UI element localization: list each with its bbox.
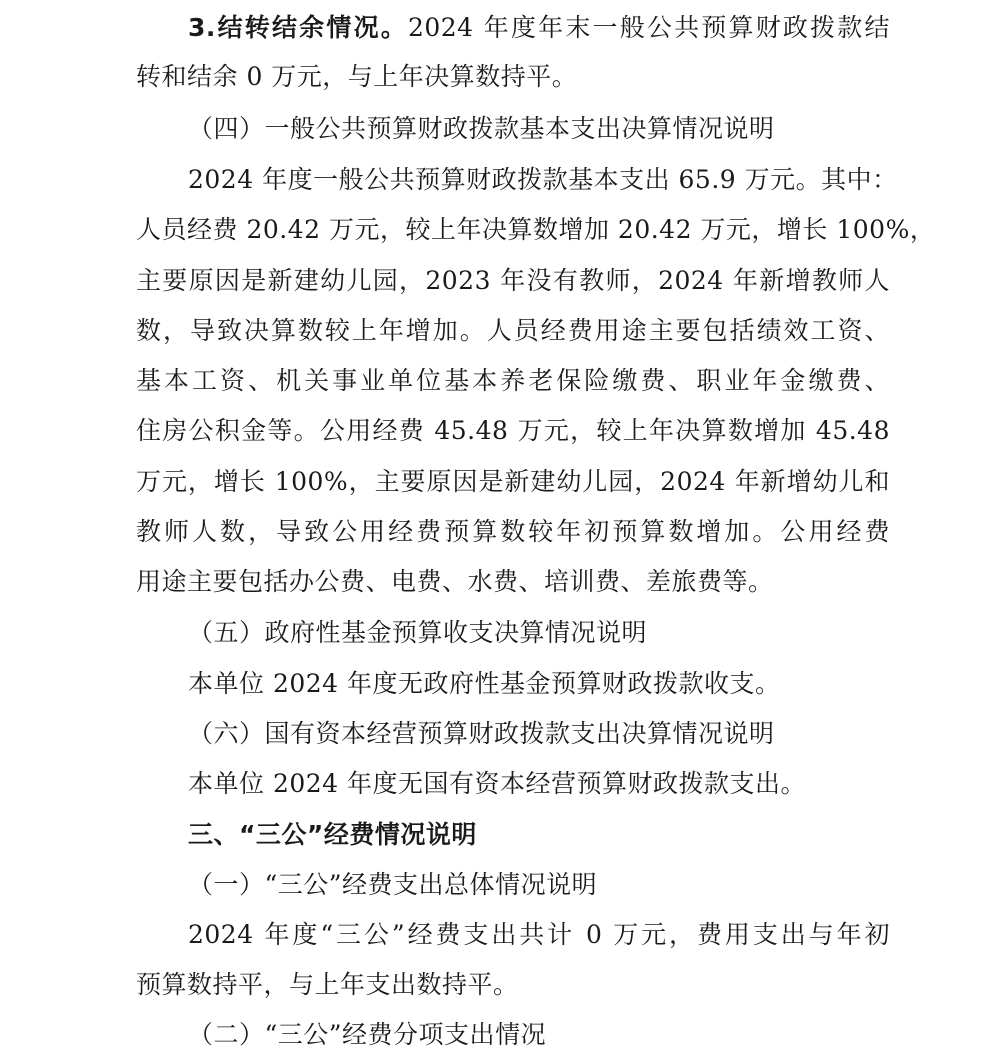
- paragraph-line: 用途主要包括办公费、电费、水费、培训费、差旅费等。: [136, 567, 774, 596]
- paragraph-line: 预算数持平，与上年支出数持平。: [136, 970, 519, 999]
- paragraph-line: 2024 年度“三公”经费支出共计 0 万元，费用支出与年初: [188, 920, 890, 949]
- paragraph-line: 住房公积金等。公用经费 45.48 万元，较上年决算数增加 45.48: [136, 416, 890, 445]
- paragraph-line: [188, 10, 890, 46]
- line-text: 2024 年度年末一般公共预算财政拨款结: [407, 13, 890, 42]
- paragraph-line: 本单位 2024 年度无国有资本经营预算财政拨款支出。: [188, 769, 807, 798]
- paragraph-line: 教师人数，导致公用经费预算数较年初预算数增加。公用经费: [136, 517, 890, 546]
- paragraph-line: 基本工资、机关事业单位基本养老保险缴费、职业年金缴费、: [136, 366, 890, 395]
- chapter-heading: 三、“三公”经费情况说明: [188, 820, 477, 849]
- section-heading: （六）国有资本经营预算财政拨款支出决算情况说明: [188, 719, 775, 748]
- paragraph-line: 主要原因是新建幼儿园，2023 年没有教师，2024 年新增教师人: [136, 266, 890, 295]
- paragraph-line: 转和结余 0 万元，与上年决算数持平。: [136, 62, 578, 91]
- section-heading: （一）“三公”经费支出总体情况说明: [188, 870, 598, 899]
- paragraph-line: 本单位 2024 年度无政府性基金预算财政拨款收支。: [188, 669, 781, 698]
- paragraph-line: 人员经费 20.42 万元，较上年决算数增加 20.42 万元，增长 100%，: [136, 215, 936, 244]
- paragraph-line: 数，导致决算数较上年增加。人员经费用途主要包括绩效工资、: [136, 316, 890, 345]
- section-heading: （四）一般公共预算财政拨款基本支出决算情况说明: [188, 114, 775, 143]
- paragraph-line: 2024 年度一般公共预算财政拨款基本支出 65.9 万元。其中：: [188, 165, 898, 194]
- section-heading: （五）政府性基金预算收支决算情况说明: [188, 618, 648, 647]
- section-heading: （二）“三公”经费分项支出情况: [188, 1020, 547, 1049]
- paragraph-line: 万元，增长 100%，主要原因是新建幼儿园，2024 年新增幼儿和: [136, 467, 890, 496]
- subheading-inline: 3.结转结余情况。: [188, 13, 408, 42]
